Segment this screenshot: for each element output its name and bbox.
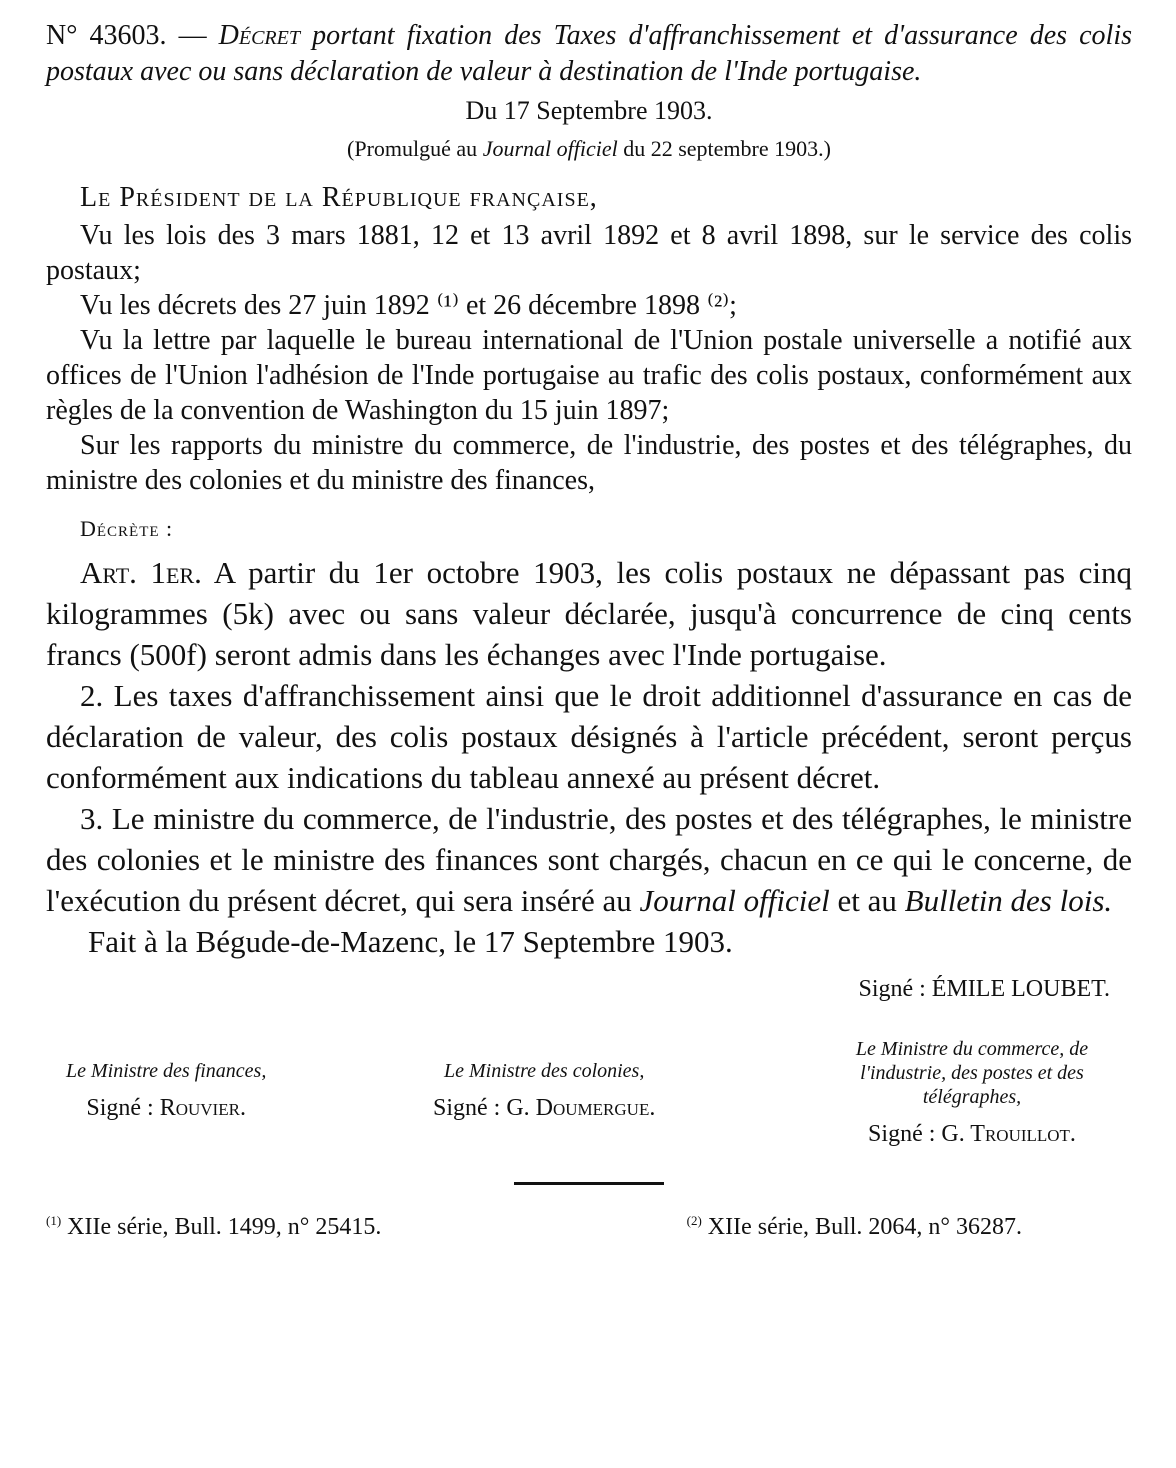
decree-heading (46, 18, 1132, 90)
footnote-2: $^{(2)}$ XIIe série, Bull. 2064, n° 36287. (686, 1213, 1022, 1240)
minister-finances: Le Ministre des finances, Signé : Rouvier. (66, 1060, 267, 1121)
minister-commerce: Le Ministre du commerce, de l'industrie, des postes et des télégraphes, Signé : G. Trouillot. (855, 1038, 1089, 1147)
decree-title: portant fixation des Taxes d'affranchissement et d'assurance des colis postaux avec ou sans déclaration de valeur à destination de l'Inde portugaise. (46, 20, 1133, 87)
article-2: 2. Les taxes d'affranchissement ainsi que le droit additionnel d'assurance en cas de déclaration de valeur, des colis postaux désignés à l'article précédent, seront perçus conformément aux indications du tableau annexé au présent décret. (46, 678, 1132, 795)
president-signature: Signé : ÉMILE LOUBET. (858, 976, 1110, 1002)
promulgation-note: (Promulgué au Journal officiel du 22 septembre 1903.) (347, 136, 831, 161)
considerant-4: Sur les rapports du ministre du commerce, de l'industrie, des postes et des télégraphes, du ministre des colonies et du ministre des finances, (46, 430, 1132, 496)
president-heading: Le Président de la République française, (80, 182, 598, 213)
decree-word: Décret (218, 20, 300, 51)
article-3: 3. Le ministre du commerce, de l'industrie, des postes et des télégraphes, le ministre des colonies et le ministre des finances sont chargés, chacun en ce qui le concerne, de l'exécution du présent décret, qui sera inséré au Journal officiel et au Bulletin des lois. (46, 801, 1132, 918)
minister-colonies: Le Ministre des colonies, Signé : G. Doumergue. (433, 1060, 656, 1121)
considerant-1: Vu les lois des 3 mars 1881, 12 et 13 avril 1892 et 8 avril 1898, sur le service des colis postaux; (46, 220, 1132, 286)
minister-signatures (46, 1037, 1132, 1148)
separator-rule (514, 1182, 664, 1185)
decree-date: Du 17 Septembre 1903. (465, 96, 713, 125)
decrete-label: Décrète : (80, 516, 174, 541)
fait-line: Fait à la Bégude-de-Mazenc, le 17 Septembre 1903. (88, 924, 733, 959)
footnotes (46, 1213, 1132, 1241)
footnote-1: $^{(1)}$ XIIe série, Bull. 1499, n° 25415. (46, 1213, 382, 1240)
considerant-3: Vu la lettre par laquelle le bureau international de l'Union postale universelle a notifié aux offices de l'Union l'adhésion de l'Inde portugaise au trafic des colis postaux, conformément aux règles de la convention de Washington du 15 juin 1897; (46, 325, 1132, 426)
article-1-label: Art. 1er. (80, 555, 202, 590)
considerant-2: Vu les décrets des 27 juin 1892 ⁽¹⁾ et 26 décembre 1898 ⁽²⁾; (80, 290, 737, 321)
decree-number: N° 43603. — (46, 20, 219, 51)
article-1: Art. 1er. A partir du 1er octobre 1903, les colis postaux ne dépassant pas cinq kilogrammes (5k) avec ou sans valeur déclarée, jusqu'à concurrence de cinq cents francs (500f) seront admis dans les échanges avec l'Inde portugaise. (46, 555, 1133, 672)
